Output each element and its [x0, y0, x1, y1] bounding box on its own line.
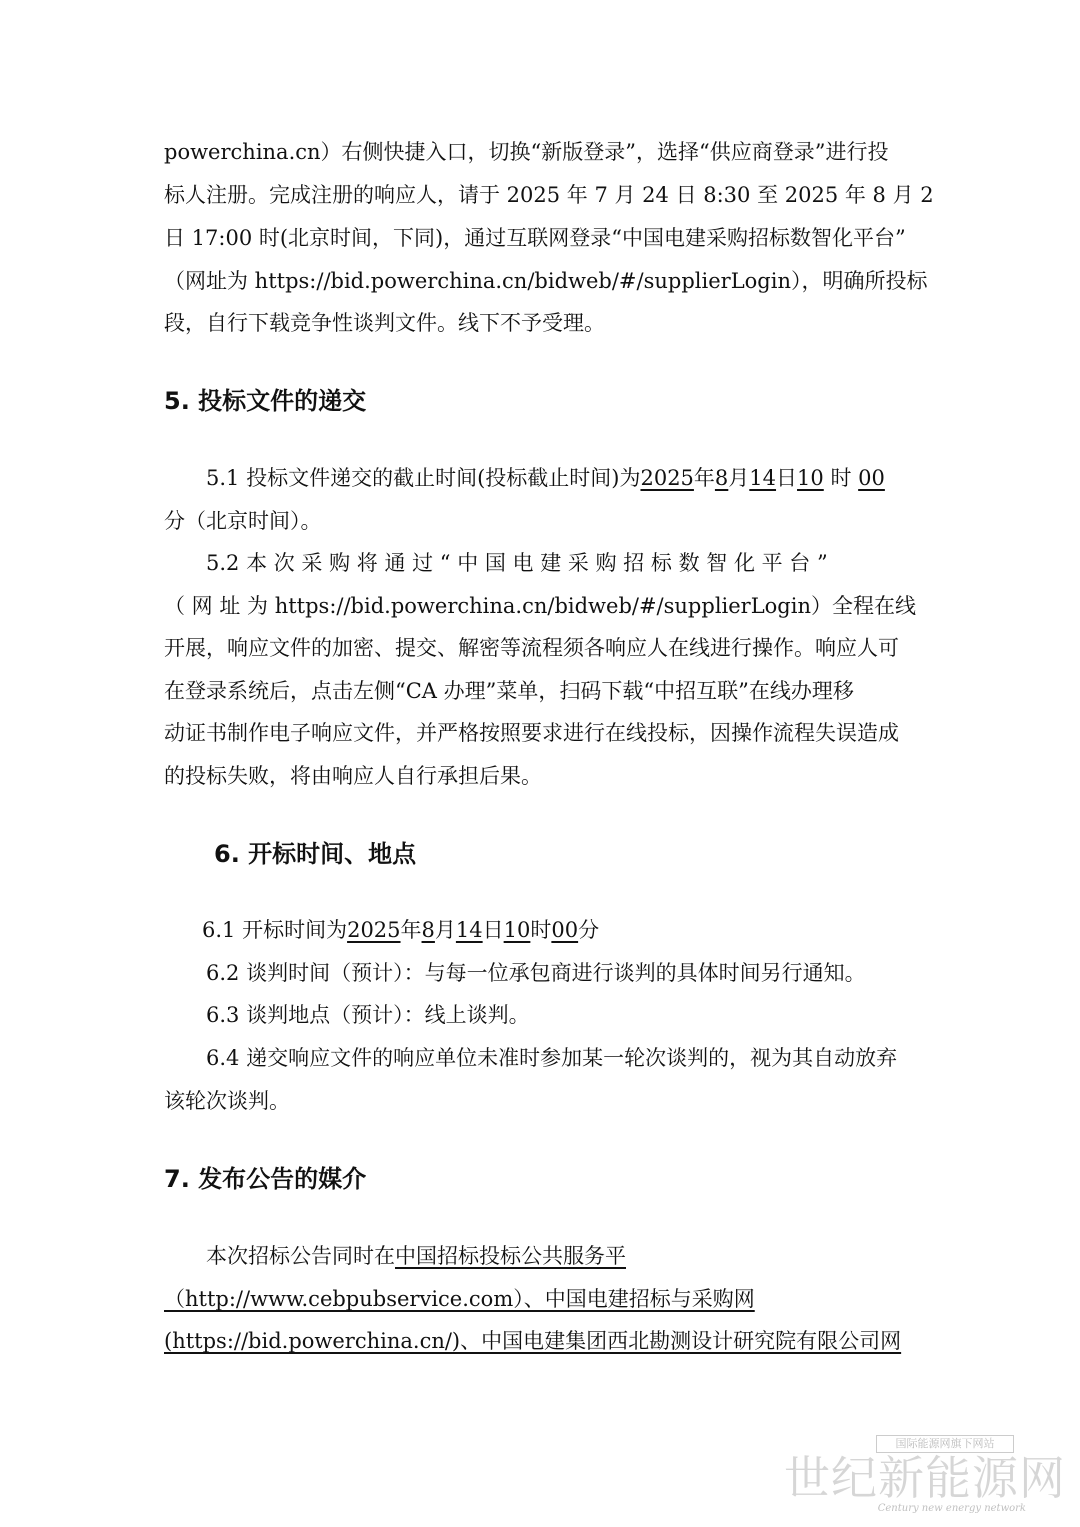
s7-prefix: 本次招标公告同时在 [206, 1244, 395, 1268]
watermark-title: 世纪新能源网 [784, 1451, 1066, 1505]
s5-2-line-3: 开展，响应文件的加密、提交、解密等流程须各响应人在线进行操作。响应人可 [164, 636, 899, 660]
s6-1-month: 8 [421, 918, 435, 942]
s7-link-cebpubservice[interactable]: 中国招标投标公共服务平 [395, 1244, 626, 1268]
section-5-heading: 5. 投标文件的递交 [164, 387, 367, 415]
s5-1-month-unit: 月 [728, 466, 750, 490]
s5-1-day-unit: 日 [776, 466, 798, 490]
section-6-heading: 6. 开标时间、地点 [214, 840, 417, 868]
intro-line-4: （网址为 https://bid.powerchina.cn/bidweb/#/supplierLogin），明确所投标 [164, 269, 928, 293]
s5-1-line-1 [206, 463, 966, 493]
s5-1-hour-unit: 时 [823, 466, 852, 490]
s6-1-minute: 00 [551, 918, 579, 942]
s5-2-line-6: 的投标失败，将由响应人自行承担后果。 [164, 764, 542, 788]
s6-4-line-2: 该轮次谈判。 [164, 1089, 290, 1113]
s5-1-year: 2025 [640, 466, 694, 490]
s5-1-year-unit: 年 [693, 466, 715, 490]
s5-1-line-2: 分（北京时间）。 [164, 509, 322, 533]
s6-1-year-unit: 年 [400, 918, 422, 942]
s6-2-line: 6.2 谈判时间（预计）：与每一位承包商进行谈判的具体时间另行通知。 [206, 961, 866, 985]
s6-1-hour-unit: 时 [530, 918, 552, 942]
intro-line-5: 段，自行下载竞争性谈判文件。线下不予受理。 [164, 311, 605, 335]
s5-2-line-1: 5.2 本 次 采 购 将 通 过 “ 中 国 电 建 采 购 招 标 数 智 化 平 台 ” [206, 551, 828, 575]
s6-1-month-unit: 月 [434, 918, 456, 942]
s5-1-month: 8 [714, 466, 729, 490]
s6-1-prefix: 6.1 开标时间为 [202, 918, 348, 942]
s6-1-minute-unit: 分 [578, 918, 600, 942]
s5-2-line-5: 动证书制作电子响应文件，并严格按照要求进行在线投标，因操作流程失误造成 [164, 721, 899, 745]
s7-line-1 [206, 1241, 966, 1271]
s7-line-3[interactable]: (https://bid.powerchina.cn/)、中国电建集团西北勘测设计研究院有限公司网 [164, 1329, 902, 1353]
s6-1-day: 14 [455, 918, 483, 942]
s7-line-2[interactable]: （http://www.cebpubservice.com）、中国电建招标与采购网 [164, 1287, 755, 1311]
intro-line-3: 日 17:00 时(北京时间，下同)，通过互联网登录“中国电建采购招标数智化平台” [164, 226, 906, 250]
s5-1-minute: 00 [858, 466, 885, 490]
s5-1-day: 14 [749, 466, 777, 490]
s6-1-line [202, 915, 962, 945]
s6-3-line: 6.3 谈判地点（预计）：线上谈判。 [206, 1003, 530, 1027]
s6-1-year: 2025 [347, 918, 401, 942]
s6-1-day-unit: 日 [482, 918, 504, 942]
watermark-tagline: 国际能源网旗下网站 [876, 1435, 1014, 1453]
intro-line-2: 标人注册。完成注册的响应人，请于 2025 年 7 月 24 日 8:30 至 2025 年 8 月 2 [164, 183, 934, 207]
s5-1-prefix: 5.1 投标文件递交的截止时间(投标截止时间)为 [206, 466, 641, 490]
intro-line-1: powerchina.cn）右侧快捷入口，切换“新版登录”，选择“供应商登录”进行投 [164, 140, 889, 164]
s5-2-line-4: 在登录系统后，点击左侧“CA 办理”菜单，扫码下载“中招互联”在线办理移 [164, 679, 854, 703]
s5-2-line-2: （ 网 址 为 https://bid.powerchina.cn/bidweb/#/supplierLogin）全程在线 [164, 594, 916, 618]
section-7-heading: 7. 发布公告的媒介 [164, 1165, 367, 1193]
s6-4-line-1: 6.4 递交响应文件的响应单位未准时参加某一轮次谈判的，视为其自动放弃 [206, 1046, 898, 1070]
watermark-logo [784, 1435, 1066, 1521]
s6-1-hour: 10 [503, 918, 531, 942]
s5-1-hour: 10 [797, 466, 824, 490]
watermark-subtitle: Century new energy network [877, 1503, 1026, 1514]
